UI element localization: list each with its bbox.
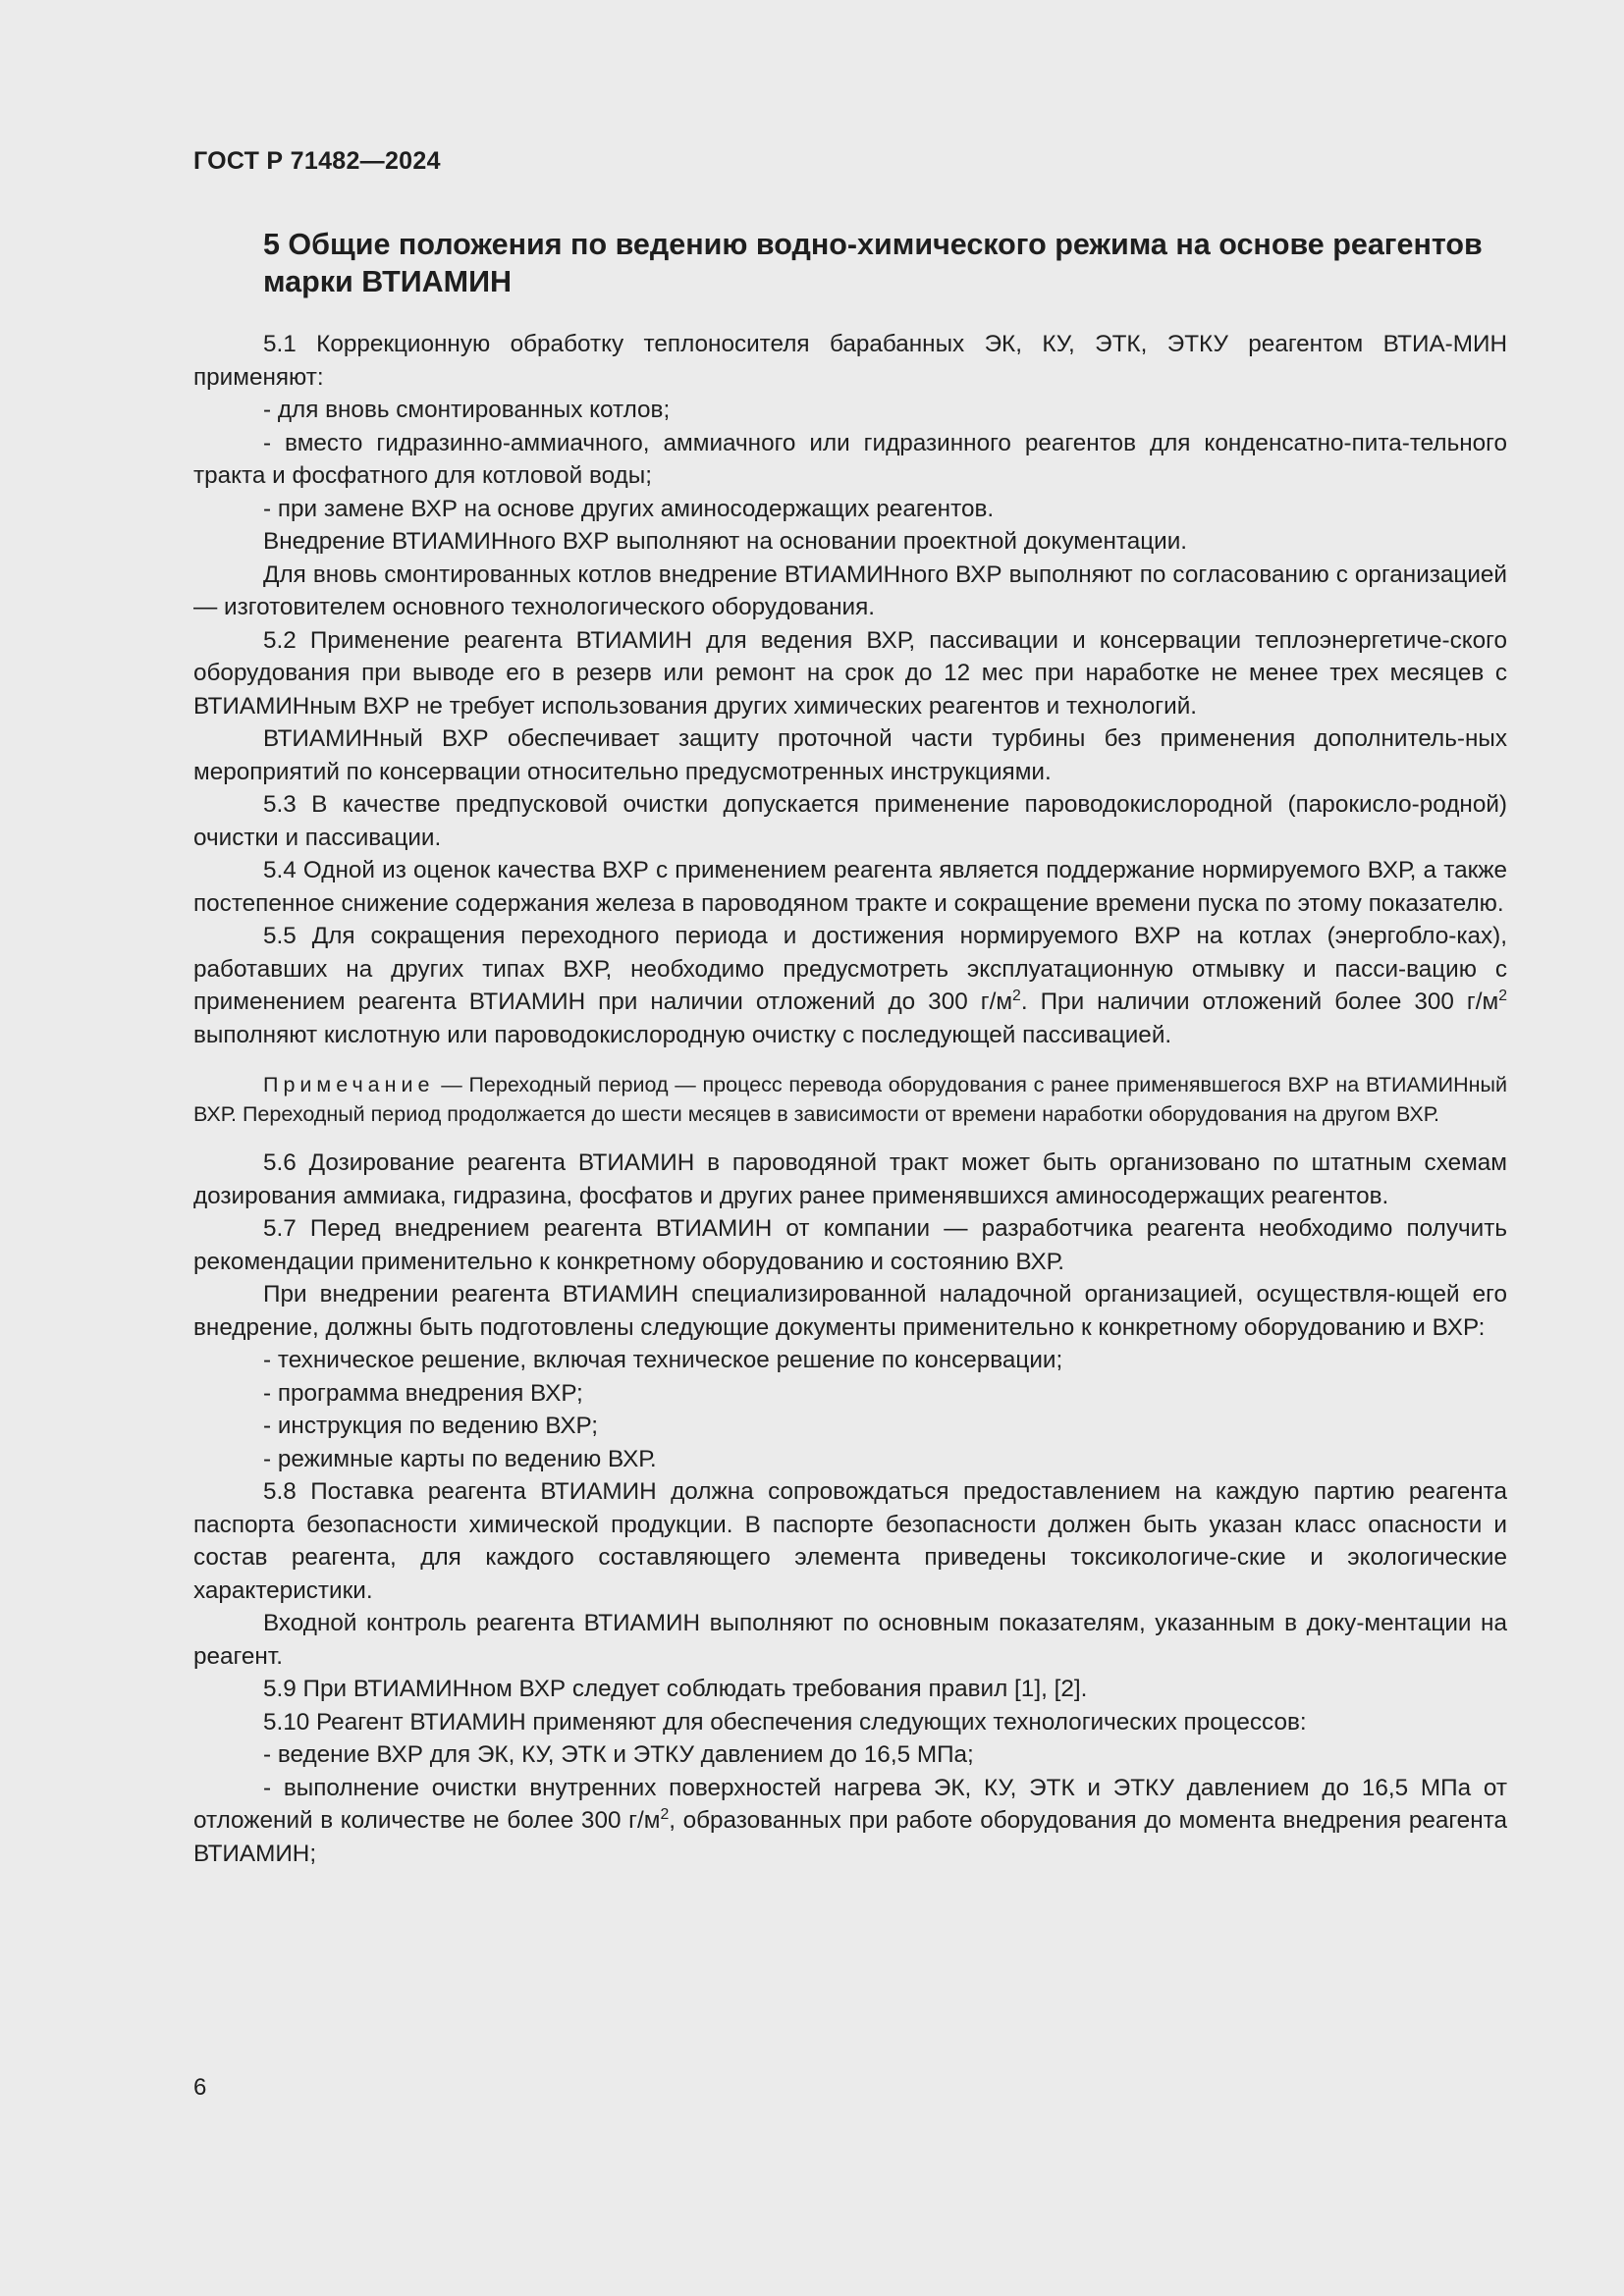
paragraph-5-10: 5.10 Реагент ВТИАМИН применяют для обеспечения следующих технологических процессов:: [263, 1708, 1307, 1735]
paragraph: Внедрение ВТИАМИНного ВХР выполняют на основании проектной документации.: [263, 528, 1188, 555]
page-number: 6: [193, 2074, 207, 2101]
document-code: ГОСТ Р 71482—2024: [193, 147, 441, 175]
note-text: Переходный период — процесс перевода оборудования с ранее применявшегося ВХР на ВТИАМИНный ВХР. Переходный период продолжается до шести месяцев в зависимости от времени наработки оборудования на другом ВХР.: [193, 1073, 1507, 1126]
document-body: [193, 226, 1507, 1870]
paragraph: Входной контроль реагента ВТИАМИН выполняют по основным показателям, указанным в доку-ментации на реагент.: [193, 1610, 1507, 1670]
list-item: - выполнение очистки внутренних поверхностей нагрева ЭК, КУ, ЭТК и ЭТКУ давлением до 16,5 МПа от отложений в количестве не более 300 $г/м^2$, образованных при работе оборудования до момента внедрения реагента ВТИАМИН;: [193, 1774, 1507, 1867]
list-item: - ведение ВХР для ЭК, КУ, ЭТК и ЭТКУ давлением до 16,5 МПа;: [263, 1741, 974, 1768]
paragraph-5-7: 5.7 Перед внедрением реагента ВТИАМИН от компании — разработчика реагента необходимо получить рекомендации применительно к конкретному оборудованию и состоянию ВХР.: [193, 1215, 1507, 1275]
list-item: - при замене ВХР на основе других аминосодержащих реагентов.: [263, 495, 995, 522]
paragraph: ВТИАМИНный ВХР обеспечивает защиту проточной части турбины без применения дополнитель-ных мероприятий по консервации относительно предусмотренных инструкциями.: [193, 725, 1507, 785]
list-item: - режимные карты по ведению ВХР.: [263, 1445, 657, 1472]
paragraph: При внедрении реагента ВТИАМИН специализированной наладочной организацией, осуществля-ющей его внедрение, должны быть подготовлены следующие документы применительно к конкретному оборудованию и ВХР:: [193, 1281, 1507, 1341]
note: Примечание — Переходный период — процесс перевода оборудования с ранее применявшегося ВХР на ВТИАМИНный ВХР. Переходный период продолжается до шести месяцев в зависимости от времени наработки оборудования на другом ВХР.: [193, 1073, 1507, 1126]
section-title: 5 Общие положения по ведению водно-химического режима на основе реагентов марки ВТИАМИН: [263, 228, 1483, 298]
list-item: - вместо гидразинно-аммиачного, аммиачного или гидразинного реагентов для конденсатно-пита-тельного тракта и фосфатного для котловой воды;: [193, 429, 1507, 489]
paragraph-5-8: 5.8 Поставка реагента ВТИАМИН должна сопровождаться предоставлением на каждую партию реагента паспорта безопасности химической продукции. В паспорте безопасности должен быть указан класс опасности и состав реагента, для каждого составляющего элемента приведены токсикологиче-ские и экологические характеристики.: [193, 1478, 1507, 1604]
paragraph-5-9: 5.9 При ВТИАМИНном ВХР следует соблюдать требования правил [1], [2].: [263, 1676, 1088, 1702]
paragraph: Для вновь смонтированных котлов внедрение ВТИАМИНного ВХР выполняют по согласованию с организацией — изготовителем основного технологического оборудования.: [193, 561, 1507, 620]
paragraph-5-4: 5.4 Одной из оценок качества ВХР с применением реагента является поддержание нормируемого ВХР, а также постепенное снижение содержания железа в пароводяном тракте и сокращение времени пуска по этому показателю.: [193, 857, 1507, 917]
paragraph-5-6: 5.6 Дозирование реагента ВТИАМИН в пароводяной тракт может быть организовано по штатным схемам дозирования аммиака, гидразина, фосфатов и других ранее применявшихся аминосодержащих реагентов.: [193, 1149, 1507, 1209]
paragraph-5-1: 5.1 Коррекционную обработку теплоносителя барабанных ЭК, КУ, ЭТК, ЭТКУ реагентом ВТИА-МИН применяют:: [193, 331, 1507, 391]
list-item: - техническое решение, включая техническое решение по консервации;: [263, 1347, 1063, 1373]
paragraph-5-3: 5.3 В качестве предпусковой очистки допускается применение пароводокислородной (парокисло-родной) очистки и пассивации.: [193, 791, 1507, 851]
paragraph-5-2: 5.2 Применение реагента ВТИАМИН для ведения ВХР, пассивации и консервации теплоэнергетиче-ского оборудования при выводе его в резерв или ремонт на срок до 12 мес при наработке не менее трех месяцев с ВТИАМИНным ВХР не требует использования других химических реагентов и технологий.: [193, 626, 1507, 720]
list-item: - инструкция по ведению ВХР;: [263, 1413, 598, 1439]
note-label: Примечание: [263, 1073, 435, 1096]
paragraph-5-5: 5.5 Для сокращения переходного периода и достижения нормируемого ВХР на котлах (энергобло-ках), работавших на других типах ВХР, необходимо предусмотреть эксплуатационную отмывку и пасси-вацию с применением реагента ВТИАМИН при наличии отложений до 300 $г/м^2$. При наличии отложений более 300 $г/м^2$ выполняют кислотную или пароводокислородную очистку с последующей пассивацией.: [193, 923, 1507, 1048]
list-item: - для вновь смонтированных котлов;: [263, 397, 671, 423]
list-item: - программа внедрения ВХР;: [263, 1379, 583, 1407]
